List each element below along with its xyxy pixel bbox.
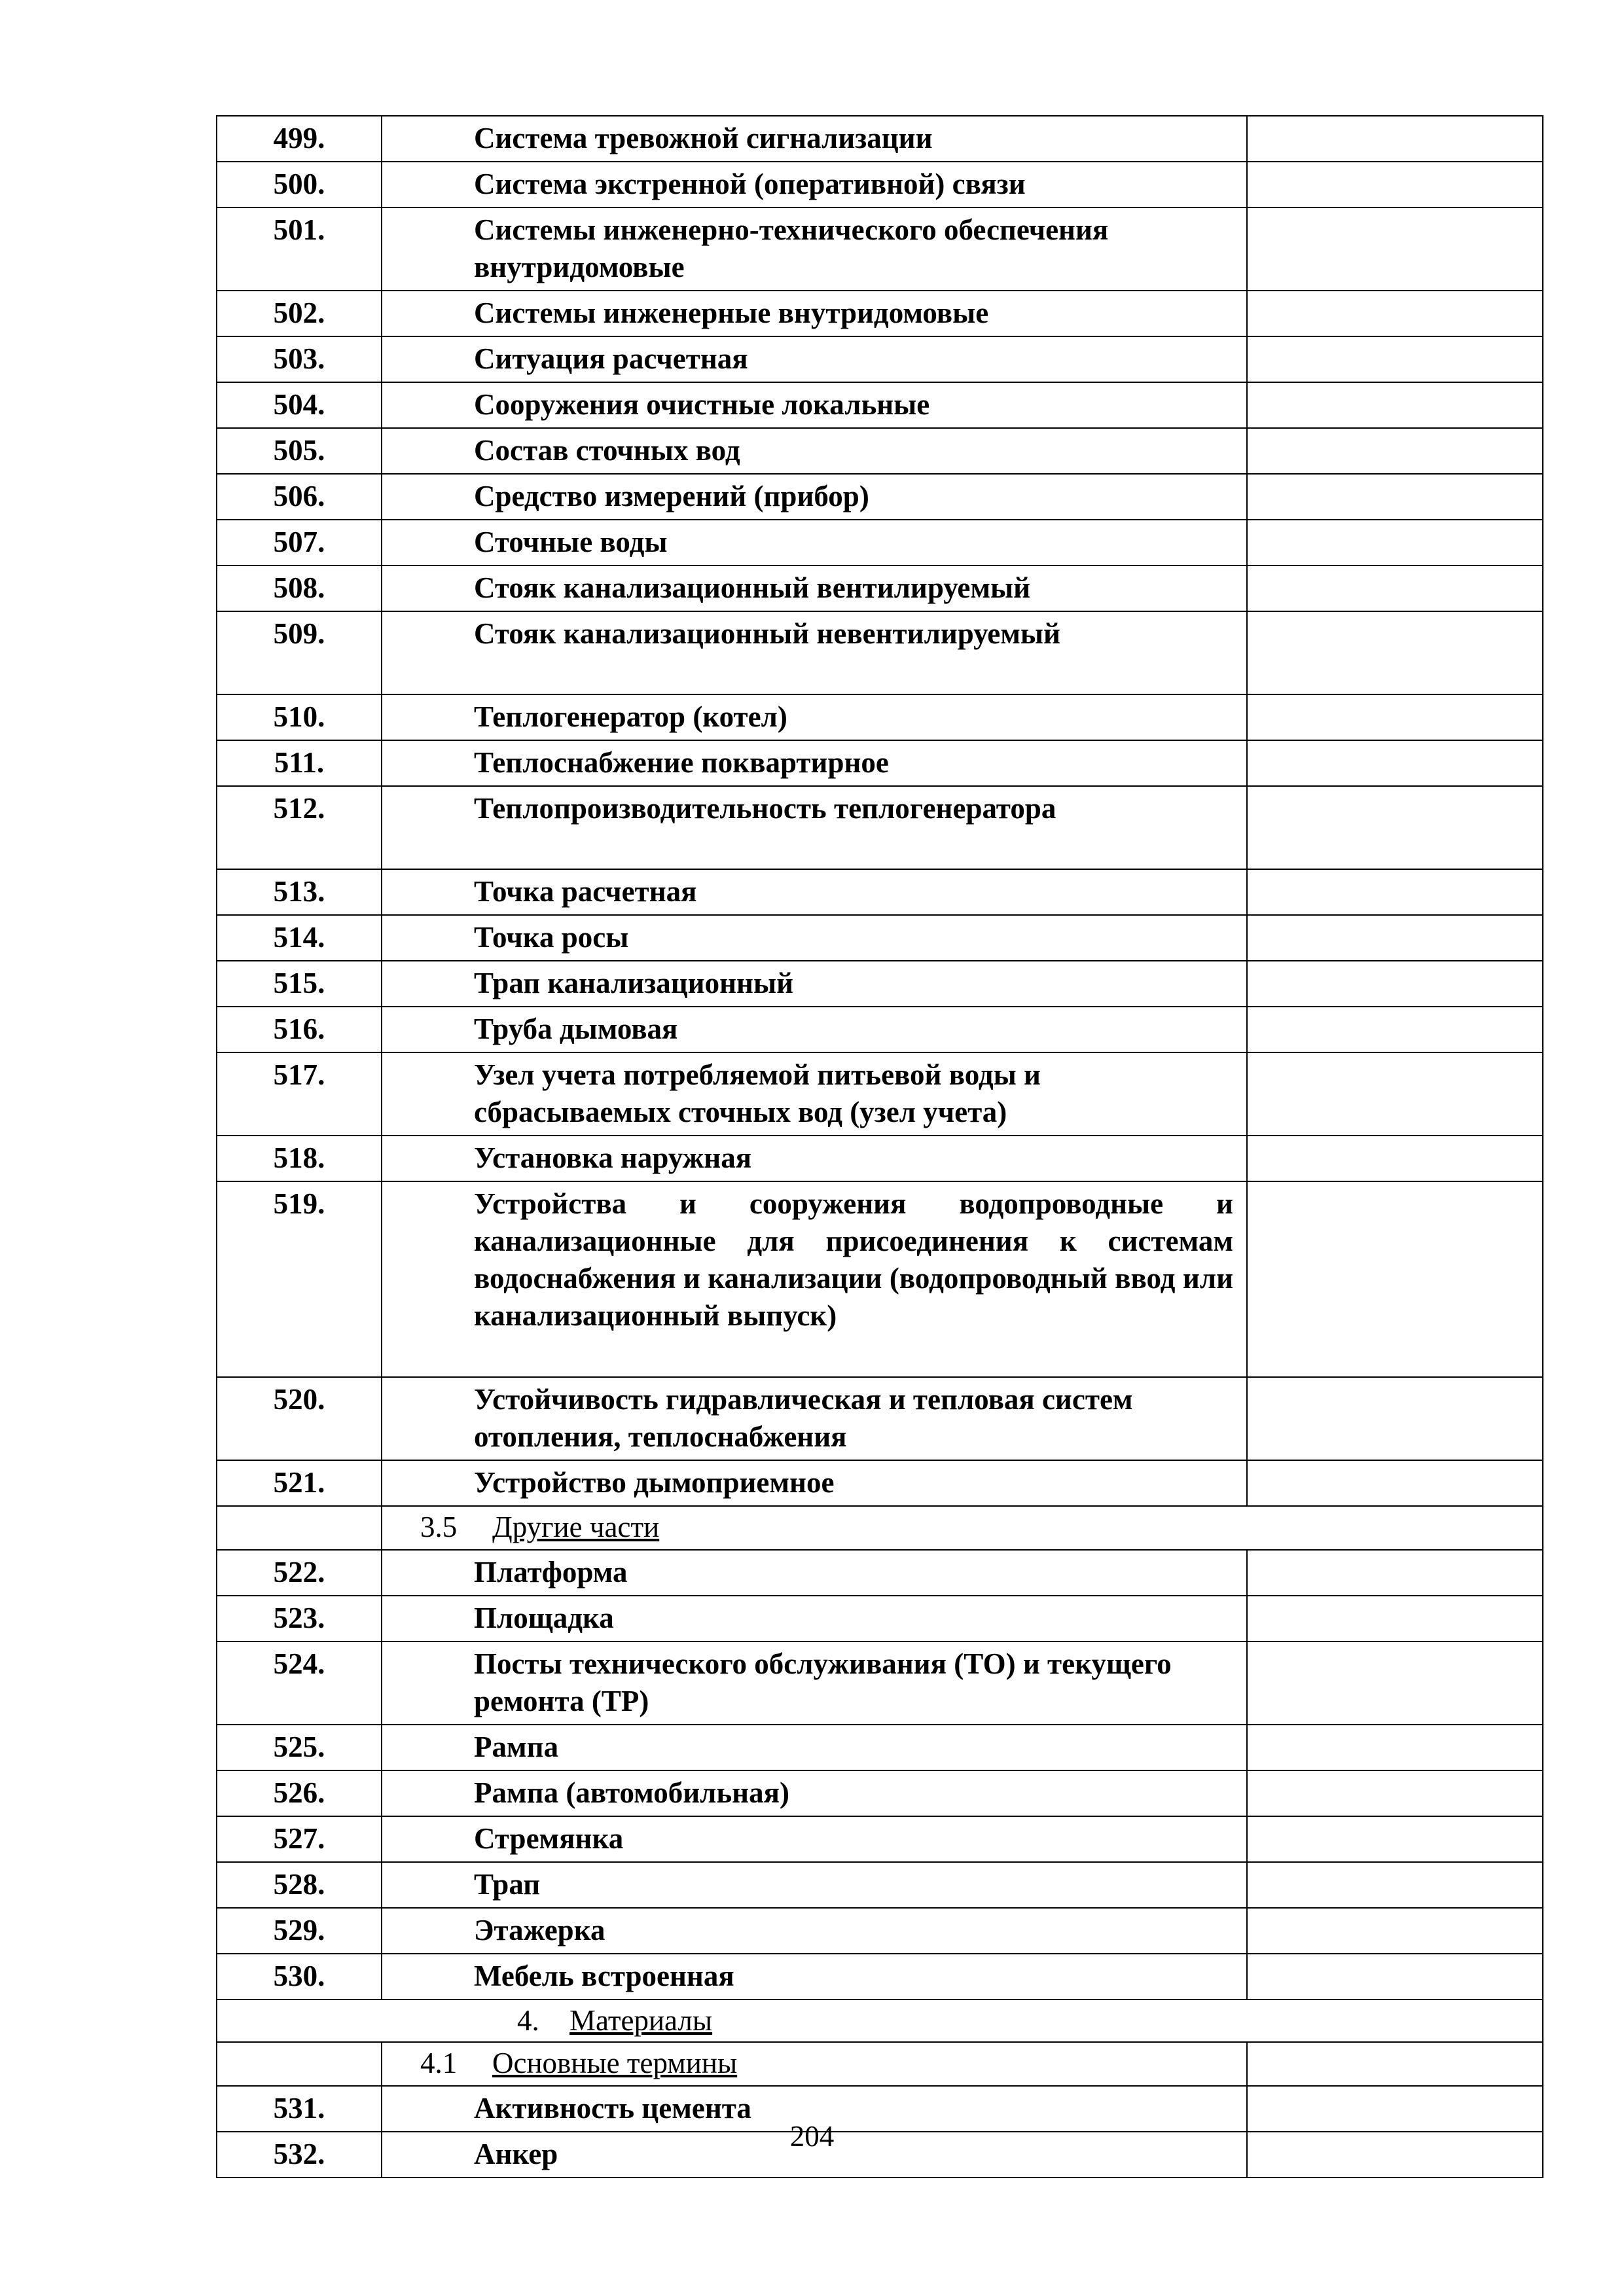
term-number: 529. <box>217 1908 382 1954</box>
term-name: Средство измерений (прибор) <box>382 474 1247 520</box>
table-row <box>217 1136 1543 1181</box>
section-row <box>217 1506 1543 1550</box>
notes-cell <box>1247 611 1543 694</box>
term-number: 508. <box>217 565 382 611</box>
term-name: Стояк канализационный вентилируемый <box>382 565 1247 611</box>
term-name: Теплопроизводительность теплогенератора <box>382 786 1247 869</box>
table-row <box>217 291 1543 336</box>
table-row <box>217 1770 1543 1816</box>
term-name: Мебель встроенная <box>382 1954 1247 2000</box>
term-number: 514. <box>217 915 382 961</box>
table-row <box>217 1816 1543 1862</box>
term-name: Устройства и сооружения водопроводные и канализационные для присоединения к системам водоснабжения и канализации (водопроводный ввод или канализационный выпуск) <box>382 1181 1247 1377</box>
table-row <box>217 1725 1543 1770</box>
section-number: 3.5 <box>420 1511 458 1543</box>
term-name: Рампа (автомобильная) <box>382 1770 1247 1816</box>
term-number: 519. <box>217 1181 382 1377</box>
term-name: Площадка <box>382 1596 1247 1641</box>
notes-cell <box>1247 915 1543 961</box>
term-number: 510. <box>217 694 382 740</box>
table-row <box>217 1377 1543 1460</box>
term-name: Анкер <box>382 2132 1247 2178</box>
section-number-cell <box>217 2042 382 2086</box>
term-name: Стремянка <box>382 1816 1247 1862</box>
notes-cell <box>1247 1954 1543 2000</box>
term-number: 518. <box>217 1136 382 1181</box>
chapter-title: Материалы <box>569 2004 713 2037</box>
term-number: 531. <box>217 2086 382 2132</box>
notes-cell <box>1247 1136 1543 1181</box>
page-number: 204 <box>789 2120 835 2153</box>
notes-cell <box>1247 1460 1543 1506</box>
term-name: Труба дымовая <box>382 1007 1247 1052</box>
term-name: Точка росы <box>382 915 1247 961</box>
term-name: Стояк канализационный невентилируемый <box>382 611 1247 694</box>
notes-cell <box>1247 291 1543 336</box>
term-name: Теплогенератор (котел) <box>382 694 1247 740</box>
notes-cell <box>1247 1862 1543 1908</box>
section-title: Основные термины <box>492 2047 738 2079</box>
table-row <box>217 520 1543 565</box>
notes-cell <box>1247 1641 1543 1725</box>
table-row <box>217 1908 1543 1954</box>
term-name: Системы инженерные внутридомовые <box>382 291 1247 336</box>
chapter-row <box>217 2000 1543 2042</box>
notes-cell <box>1247 1007 1543 1052</box>
notes-cell <box>1247 786 1543 869</box>
chapter-heading <box>217 2000 1543 2042</box>
notes-cell <box>1247 1596 1543 1641</box>
term-number: 528. <box>217 1862 382 1908</box>
section-number-cell <box>217 1506 382 1550</box>
term-number: 515. <box>217 961 382 1007</box>
notes-cell <box>1247 1725 1543 1770</box>
term-name: Рампа <box>382 1725 1247 1770</box>
term-name: Узел учета потребляемой питьевой воды и сбрасываемых сточных вод (узел учета) <box>382 1052 1247 1136</box>
term-number: 502. <box>217 291 382 336</box>
term-number: 516. <box>217 1007 382 1052</box>
term-number: 512. <box>217 786 382 869</box>
term-name: Системы инженерно-технического обеспечения внутридомовые <box>382 207 1247 291</box>
notes-cell <box>1247 474 1543 520</box>
notes-cell <box>1247 1816 1543 1862</box>
table-row <box>217 1954 1543 2000</box>
notes-cell <box>1247 961 1543 1007</box>
term-number: 524. <box>217 1641 382 1725</box>
chapter-number: 4. <box>517 2004 539 2037</box>
table-row <box>217 611 1543 694</box>
term-number: 513. <box>217 869 382 915</box>
notes-cell <box>1247 1550 1543 1596</box>
term-name: Этажерка <box>382 1908 1247 1954</box>
term-number: 504. <box>217 382 382 428</box>
notes-cell <box>1247 2042 1543 2086</box>
notes-cell <box>1247 565 1543 611</box>
term-name: Ситуация расчетная <box>382 336 1247 382</box>
table-row <box>217 1550 1543 1596</box>
table-row <box>217 1596 1543 1641</box>
table-row <box>217 162 1543 207</box>
table-row <box>217 382 1543 428</box>
term-number: 526. <box>217 1770 382 1816</box>
term-number: 505. <box>217 428 382 474</box>
term-name: Посты технического обслуживания (ТО) и текущего ремонта (ТР) <box>382 1641 1247 1725</box>
table-row <box>217 694 1543 740</box>
term-number: 522. <box>217 1550 382 1596</box>
table-row <box>217 1052 1543 1136</box>
term-number: 511. <box>217 740 382 786</box>
table-row <box>217 474 1543 520</box>
table-row <box>217 1181 1543 1377</box>
term-name: Устройство дымоприемное <box>382 1460 1247 1506</box>
notes-cell <box>1247 116 1543 162</box>
term-name: Платформа <box>382 1550 1247 1596</box>
term-number: 507. <box>217 520 382 565</box>
term-name: Активность цемента <box>382 2086 1247 2132</box>
notes-cell <box>1247 1908 1543 1954</box>
term-name: Трап <box>382 1862 1247 1908</box>
table-row <box>217 915 1543 961</box>
term-name: Сточные воды <box>382 520 1247 565</box>
term-number: 501. <box>217 207 382 291</box>
term-number: 520. <box>217 1377 382 1460</box>
table-row <box>217 786 1543 869</box>
table-row <box>217 961 1543 1007</box>
term-number: 500. <box>217 162 382 207</box>
terms-table-body <box>217 116 1543 2178</box>
notes-cell <box>1247 428 1543 474</box>
notes-cell <box>1247 1770 1543 1816</box>
term-name: Трап канализационный <box>382 961 1247 1007</box>
term-number: 521. <box>217 1460 382 1506</box>
term-number: 523. <box>217 1596 382 1641</box>
term-number: 509. <box>217 611 382 694</box>
term-name: Устойчивость гидравлическая и тепловая систем отопления, теплоснабжения <box>382 1377 1247 1460</box>
section-heading <box>382 2042 1247 2086</box>
notes-cell <box>1247 1377 1543 1460</box>
table-row <box>217 1460 1543 1506</box>
notes-cell <box>1247 162 1543 207</box>
table-row <box>217 207 1543 291</box>
section-number: 4.1 <box>420 2047 458 2079</box>
term-number: 503. <box>217 336 382 382</box>
table-row <box>217 428 1543 474</box>
table-row <box>217 1862 1543 1908</box>
table-row <box>217 869 1543 915</box>
term-name: Система экстренной (оперативной) связи <box>382 162 1247 207</box>
notes-cell <box>1247 740 1543 786</box>
section-row <box>217 2042 1543 2086</box>
term-number: 506. <box>217 474 382 520</box>
term-name: Система тревожной сигнализации <box>382 116 1247 162</box>
term-number: 499. <box>217 116 382 162</box>
notes-cell <box>1247 207 1543 291</box>
table-row <box>217 740 1543 786</box>
notes-cell <box>1247 1181 1543 1377</box>
notes-cell <box>1247 520 1543 565</box>
notes-cell <box>1247 382 1543 428</box>
term-number: 532. <box>217 2132 382 2178</box>
term-name: Состав сточных вод <box>382 428 1247 474</box>
terms-table <box>216 115 1543 2178</box>
table-row <box>217 1641 1543 1725</box>
table-row <box>217 116 1543 162</box>
term-number: 530. <box>217 1954 382 2000</box>
section-title: Другие части <box>492 1511 660 1543</box>
term-number: 525. <box>217 1725 382 1770</box>
notes-cell <box>1247 1052 1543 1136</box>
notes-cell <box>1247 694 1543 740</box>
table-row <box>217 1007 1543 1052</box>
term-name: Установка наружная <box>382 1136 1247 1181</box>
term-name: Точка расчетная <box>382 869 1247 915</box>
section-heading <box>382 1506 1543 1550</box>
table-row <box>217 565 1543 611</box>
notes-cell <box>1247 869 1543 915</box>
term-number: 527. <box>217 1816 382 1862</box>
table-row <box>217 336 1543 382</box>
term-number: 517. <box>217 1052 382 1136</box>
term-name: Сооружения очистные локальные <box>382 382 1247 428</box>
term-name: Теплоснабжение поквартирное <box>382 740 1247 786</box>
notes-cell <box>1247 336 1543 382</box>
